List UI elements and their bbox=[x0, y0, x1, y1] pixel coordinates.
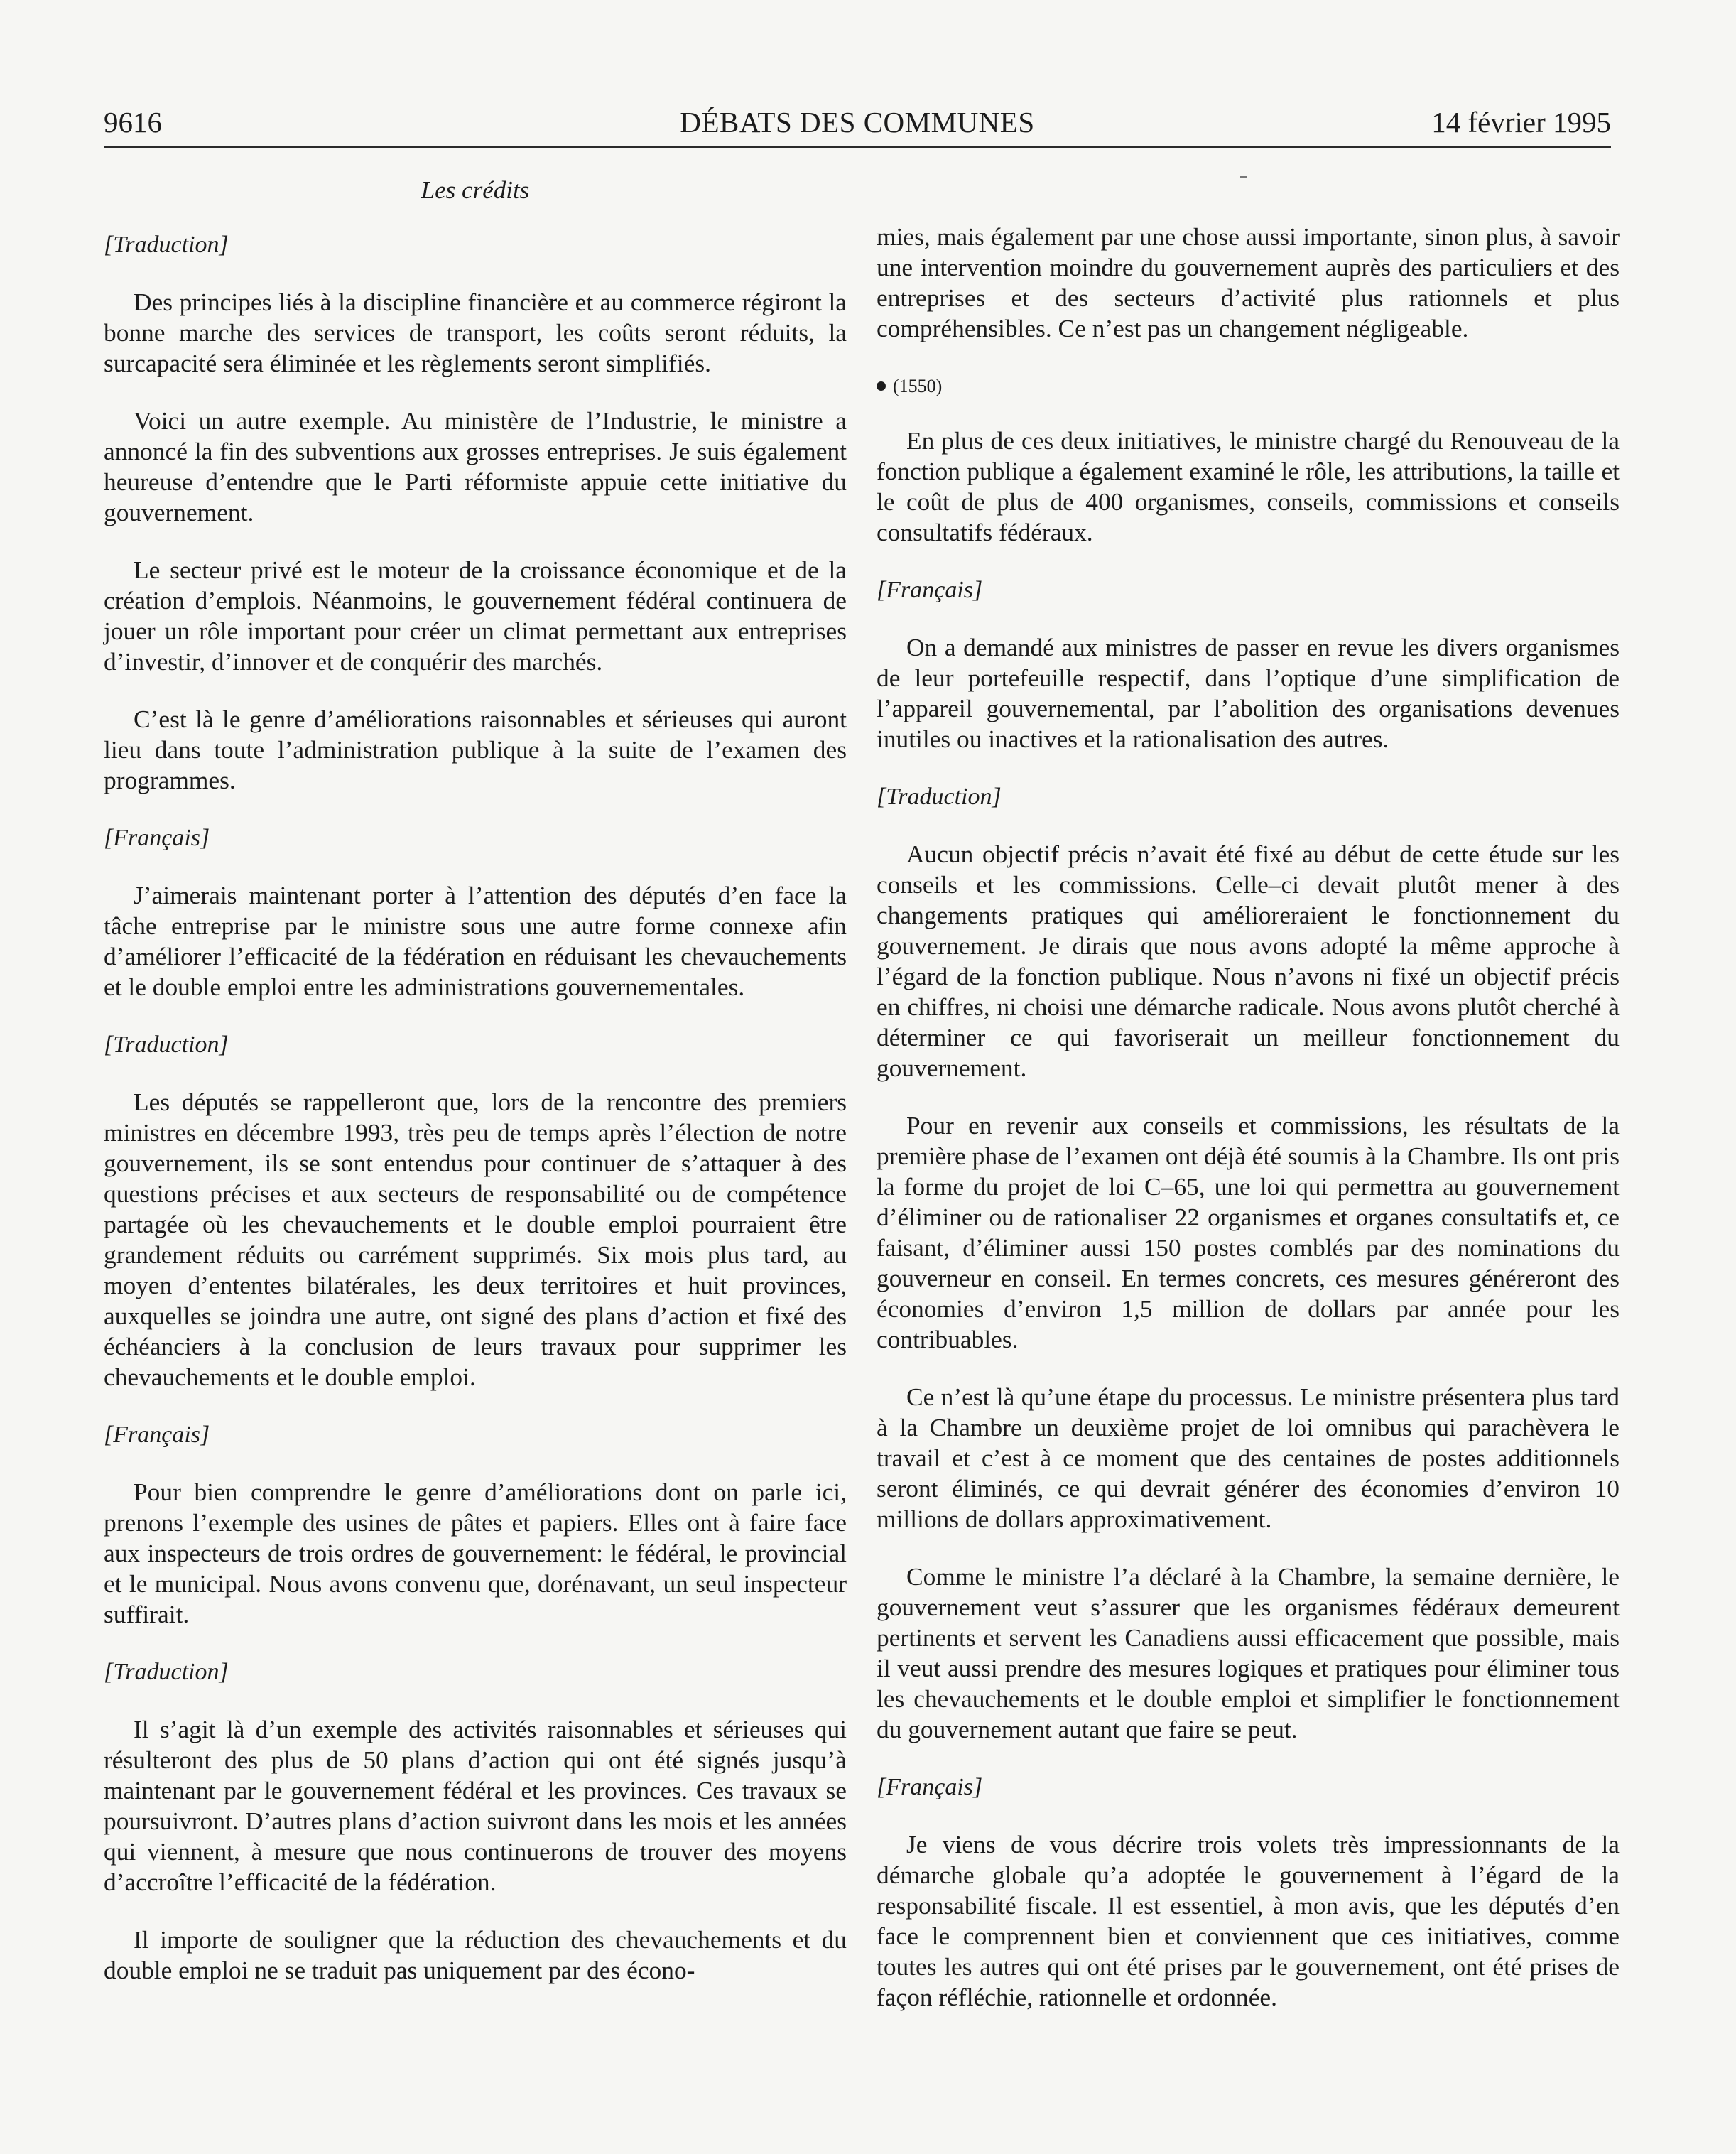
language-marker: [Traduction] bbox=[104, 1032, 229, 1058]
paragraph: Le secteur privé est le moteur de la croissance économique et de la création d’emplois. Néanmoins, le gouvernement fédéral continuera de jouer un rôle important pour créer un climat permettant aux entreprises d’investir, d’innover et de conquérir des marchés. bbox=[104, 556, 847, 676]
paragraph: Je viens de vous décrire trois volets très impressionnants de la démarche globale qu’a adoptée le gouvernement à l’égard de la responsabilité fiscale. Il est essentiel, à mon avis, que les députés d’en face le comprennent bien et conviennent que ces initiatives, comme toutes les autres qui ont été prises par le gouvernement, ont été prises de façon réfléchie, rationnelle et ordonnée. bbox=[877, 1830, 1620, 2011]
section-title: Les crédits bbox=[421, 176, 530, 204]
paragraph: mies, mais également par une chose aussi importante, sinon plus, à savoir une intervention moindre du gouvernement auprès des particuliers et des entreprises et des secteurs d’activité plus rationnels et plus compréhensibles. Ce n’est pas un changement négligeable. bbox=[877, 222, 1620, 342]
page-header bbox=[104, 99, 1611, 145]
left-column bbox=[104, 171, 847, 2013]
paragraph: Ce n’est là qu’une étape du processus. Le ministre présentera plus tard à la Chambre un deuxième projet de loi omnibus qui parachèvera le travail et c’est à ce moment que des centaines de postes additionnels seront éliminés, ce qui devrait générer des économies d’environ 10 millions de dollars approximativement. bbox=[877, 1382, 1620, 1533]
scan-mark bbox=[1240, 176, 1247, 178]
bullet-icon bbox=[877, 381, 886, 391]
language-marker: [Français] bbox=[877, 1774, 983, 1800]
language-marker: [Traduction] bbox=[877, 784, 1002, 810]
language-marker: [Français] bbox=[877, 577, 983, 603]
paragraph: En plus de ces deux initiatives, le ministre chargé du Renouveau de la fonction publique a également examiné le rôle, les attributions, la taille et le coût de plus de 400 organismes, conseils, commissions et conseils consultatifs fédéraux. bbox=[877, 426, 1620, 546]
paragraph: Aucun objectif précis n’avait été fixé au début de cette étude sur les conseils et les commissions. Celle–ci devait plutôt mener à des changements pratiques qui amélioreraient le fonctionnement du gouvernement. Je dirais que nous avons adopté la même approche à l’égard de la fonction publique. Nous n’avons ni fixé un objectif précis en chiffres, ni choisi une démarche radicale. Nous avons plutôt cherché à déterminer ce qui favoriserait un meilleur fonctionnement du gouvernement. bbox=[877, 840, 1620, 1082]
language-marker: [Français] bbox=[104, 1422, 210, 1448]
publication-date: 14 février 1995 bbox=[1431, 106, 1611, 139]
paragraph: Voici un autre exemple. Au ministère de l’Industrie, le ministre a annoncé la fin des subventions aux grosses entreprises. Je suis également heureuse d’entendre que le Parti réformiste appuie cette initiative du gouvernement. bbox=[104, 406, 847, 526]
paragraph: Des principes liés à la discipline financière et au commerce régiront la bonne marche des services de transport, les coûts seront réduits, la surcapacité sera éliminée et les règlements seront simplifiés. bbox=[104, 288, 847, 377]
paragraph: Il importe de souligner que la réduction des chevauchements et du double emploi ne se traduit pas uniquement par des écono- bbox=[104, 1925, 847, 1984]
right-column bbox=[877, 222, 1620, 2040]
paragraph: Comme le ministre l’a déclaré à la Chambre, la semaine dernière, le gouvernement veut s’assurer que les organismes fédéraux demeurent pertinents et servent les Canadiens aussi efficacement que possible, mais il veut aussi prendre des mesures logiques et pratiques pour éliminer tous les chevauchements et le double emploi et simplifier le fonctionnement du gouvernement autant que faire se peut. bbox=[877, 1562, 1620, 1743]
publication-title: DÉBATS DES COMMUNES bbox=[680, 106, 1035, 139]
language-marker: [Traduction] bbox=[104, 232, 229, 258]
paragraph: C’est là le genre d’améliorations raisonnables et sérieuses qui auront lieu dans toute l’administration publique à la suite de l’examen des programmes. bbox=[104, 705, 847, 794]
paragraph: Pour bien comprendre le genre d’améliorations dont on parle ici, prenons l’exemple des usines de pâtes et papiers. Elles ont à faire face aux inspecteurs de trois ordres de gouvernement: le fédéral, le provincial et le municipal. Nous avons convenu que, dorénavant, un seul inspecteur suffirait. bbox=[104, 1478, 847, 1628]
paragraph: Les députés se rappelleront que, lors de la rencontre des premiers ministres en décembre 1993, très peu de temps après l’élection de notre gouvernement, ils se sont entendus pour continuer de s’attaquer à des questions précises et aux secteurs de responsabilité ou de compétence partagée où les chevauchements et le double emploi pourraient être grandement réduits ou carrément supprimés. Six mois plus tard, au moyen d’ententes bilatérales, les deux territoires et huit provinces, auxquelles se joindra une autre, ont signé des plans d’action et fixé des échéanciers à la conclusion de leurs travaux pour supprimer les chevauchements et le double emploi. bbox=[104, 1088, 847, 1391]
language-marker: [Traduction] bbox=[104, 1659, 229, 1685]
paragraph: On a demandé aux ministres de passer en revue les divers organismes de leur portefeuille respectif, dans l’optique d’une simplification de l’appareil gouvernemental, par l’abolition des organisations devenues inutiles ou inactives et la rationalisation des autres. bbox=[877, 633, 1620, 753]
paragraph: Il s’agit là d’un exemple des activités raisonnables et sérieuses qui résulteront des plus de 50 plans d’action qui ont été signés jusqu’à maintenant par le gouvernement fédéral et les provinces. Ces travaux se poursuivront. D’autres plans d’action suivront dans les mois et les années qui viennent, à mesure que nous continuerons de trouver des moyens d’accroître l’efficacité de la fédération. bbox=[104, 1715, 847, 1896]
paragraph: Pour en revenir aux conseils et commissions, les résultats de la première phase de l’examen ont déjà été soumis à la Chambre. Ils ont pris la forme du projet de loi C–65, une loi qui permettra au gouvernement d’éliminer ou de rationaliser 22 organismes et organes consultatifs et, ce faisant, d’éliminer aussi 150 postes comblés par des nominations du gouverneur en conseil. En termes concrets, ces mesures généreront des économies d’environ 1,5 million de dollars par année pour les contribuables. bbox=[877, 1111, 1620, 1353]
time-marker-text: (1550) bbox=[893, 376, 943, 396]
page-number: 9616 bbox=[104, 106, 162, 139]
header-rule bbox=[104, 146, 1611, 148]
paragraph: J’aimerais maintenant porter à l’attention des députés d’en face la tâche entreprise par le ministre sous une autre forme connexe afin d’améliorer l’efficacité de la fédération en réduisant les chevauchements et le double emploi entre les administrations gouvernementales. bbox=[104, 881, 847, 1001]
language-marker: [Français] bbox=[104, 825, 210, 851]
time-marker bbox=[877, 371, 1620, 401]
